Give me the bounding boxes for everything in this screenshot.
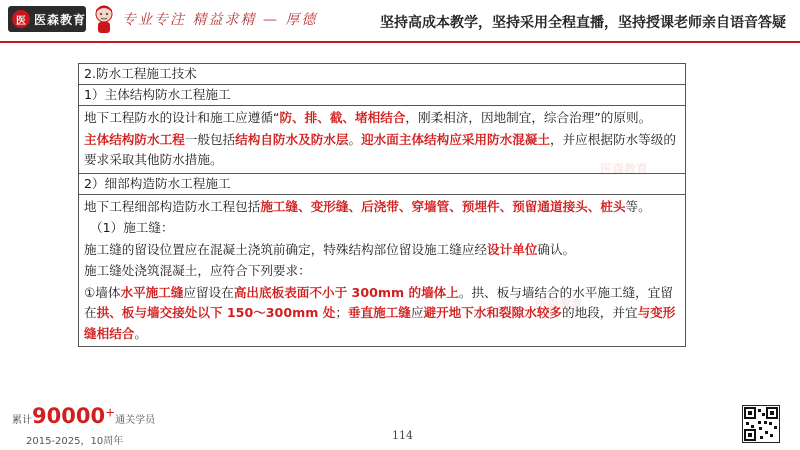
body-text: 。 — [134, 325, 147, 341]
highlight-text: 水平施工缝 — [120, 284, 184, 300]
mascot-icon — [90, 4, 118, 34]
brand-name: 医森教育 — [34, 12, 87, 27]
highlight-text: 迎水面主体结构应采用防水混凝土 — [361, 131, 550, 147]
highlight-text: 防、排、截、堵相结合 — [279, 110, 406, 125]
body-text: 应留设在 — [183, 284, 234, 300]
paragraph — [84, 283, 680, 345]
highlight-text: 避开地下水和裂隙水较多 — [423, 305, 562, 320]
content-table — [78, 63, 686, 347]
body-text: 应 — [410, 305, 424, 320]
section-title: 2.防水工程施工技术 — [84, 66, 197, 81]
list-item-heading: （1）施工缝： — [90, 220, 174, 235]
watermark: 医森教育 — [600, 162, 649, 176]
slogan: 坚持高成本教学，坚持采用全程直播，坚持授课老师亲自语音答疑 — [380, 15, 786, 31]
paragraph — [84, 108, 680, 129]
highlight-text: 施工缝、变形缝、后浇带、穿墙管、预埋件、预留通道接头、桩头 — [260, 198, 626, 214]
header — [0, 0, 800, 46]
body-text: 施工缝的留设位置应在混凝土浇筑前确定，特殊结构部位留设施工缝应经 — [84, 241, 487, 257]
body-text: 等。 — [625, 198, 651, 214]
header-divider — [0, 41, 800, 43]
motto: 专业专注 精益求精 — 厚德 — [122, 12, 318, 28]
brand-logo — [8, 6, 86, 32]
subsection-title-row — [79, 85, 685, 106]
subsection-body — [79, 195, 685, 348]
highlight-text: 与变形缝相结合 — [84, 305, 676, 341]
graduate-stat — [12, 404, 155, 428]
body-text: 。拱、板与墙结合的水平施工缝，宜留在 — [84, 284, 673, 320]
stat-number: 90000 — [32, 404, 106, 428]
highlight-text: 设计单位 — [487, 241, 538, 257]
qr-code-icon — [742, 405, 780, 443]
body-text: 地下工程细部构造防水工程包括 — [84, 198, 261, 214]
subsection-title-row — [79, 174, 685, 195]
body-text: ； — [335, 305, 348, 320]
stat-suffix: 通关学员 — [115, 415, 156, 426]
subsection-body — [79, 106, 685, 174]
body-text: 。 — [348, 131, 362, 147]
highlight-text: 垂直施工缝 — [347, 305, 411, 320]
watermark: 医森教育 — [535, 297, 584, 311]
body-text: 的地段，并宜 — [562, 305, 638, 320]
highlight-text: 高出底板表面不小于 300mm 的墙体上 — [233, 284, 459, 300]
brand-logo-icon: 医 — [12, 10, 30, 28]
paragraph — [84, 197, 680, 218]
highlight-text: 主体结构防水工程 — [84, 131, 185, 147]
paragraph: 施工缝处浇筑混凝土，应符合下列要求： — [84, 263, 311, 278]
highlight-text: 拱、板与墙交接处以下 150～300mm 处 — [96, 305, 336, 320]
stat-prefix: 累计 — [12, 415, 32, 426]
paragraph — [84, 240, 680, 261]
body-text: 确认。 — [537, 241, 576, 257]
subsection-title: 2）细部构造防水工程施工 — [84, 175, 231, 191]
body-text: ，刚柔相济，因地制宜，综合治理”的原则。 — [405, 110, 652, 125]
body-text: ，并应根据防水等级的要求采取其他防水措施。 — [84, 131, 676, 167]
page-number: 114 — [392, 429, 413, 442]
subsection-title: 1）主体结构防水工程施工 — [84, 87, 231, 102]
body-text: 地下工程防水的设计和施工应遵循“ — [84, 110, 280, 125]
body-text: ①墙体 — [84, 284, 121, 300]
stat-plus: + — [105, 405, 116, 420]
body-text: 一般包括 — [184, 131, 236, 147]
anniversary-text: 2015-2025，10周年 — [26, 436, 124, 447]
section-title-row — [79, 64, 685, 85]
paragraph — [84, 130, 680, 171]
highlight-text: 结构自防水及防水层 — [235, 131, 349, 147]
